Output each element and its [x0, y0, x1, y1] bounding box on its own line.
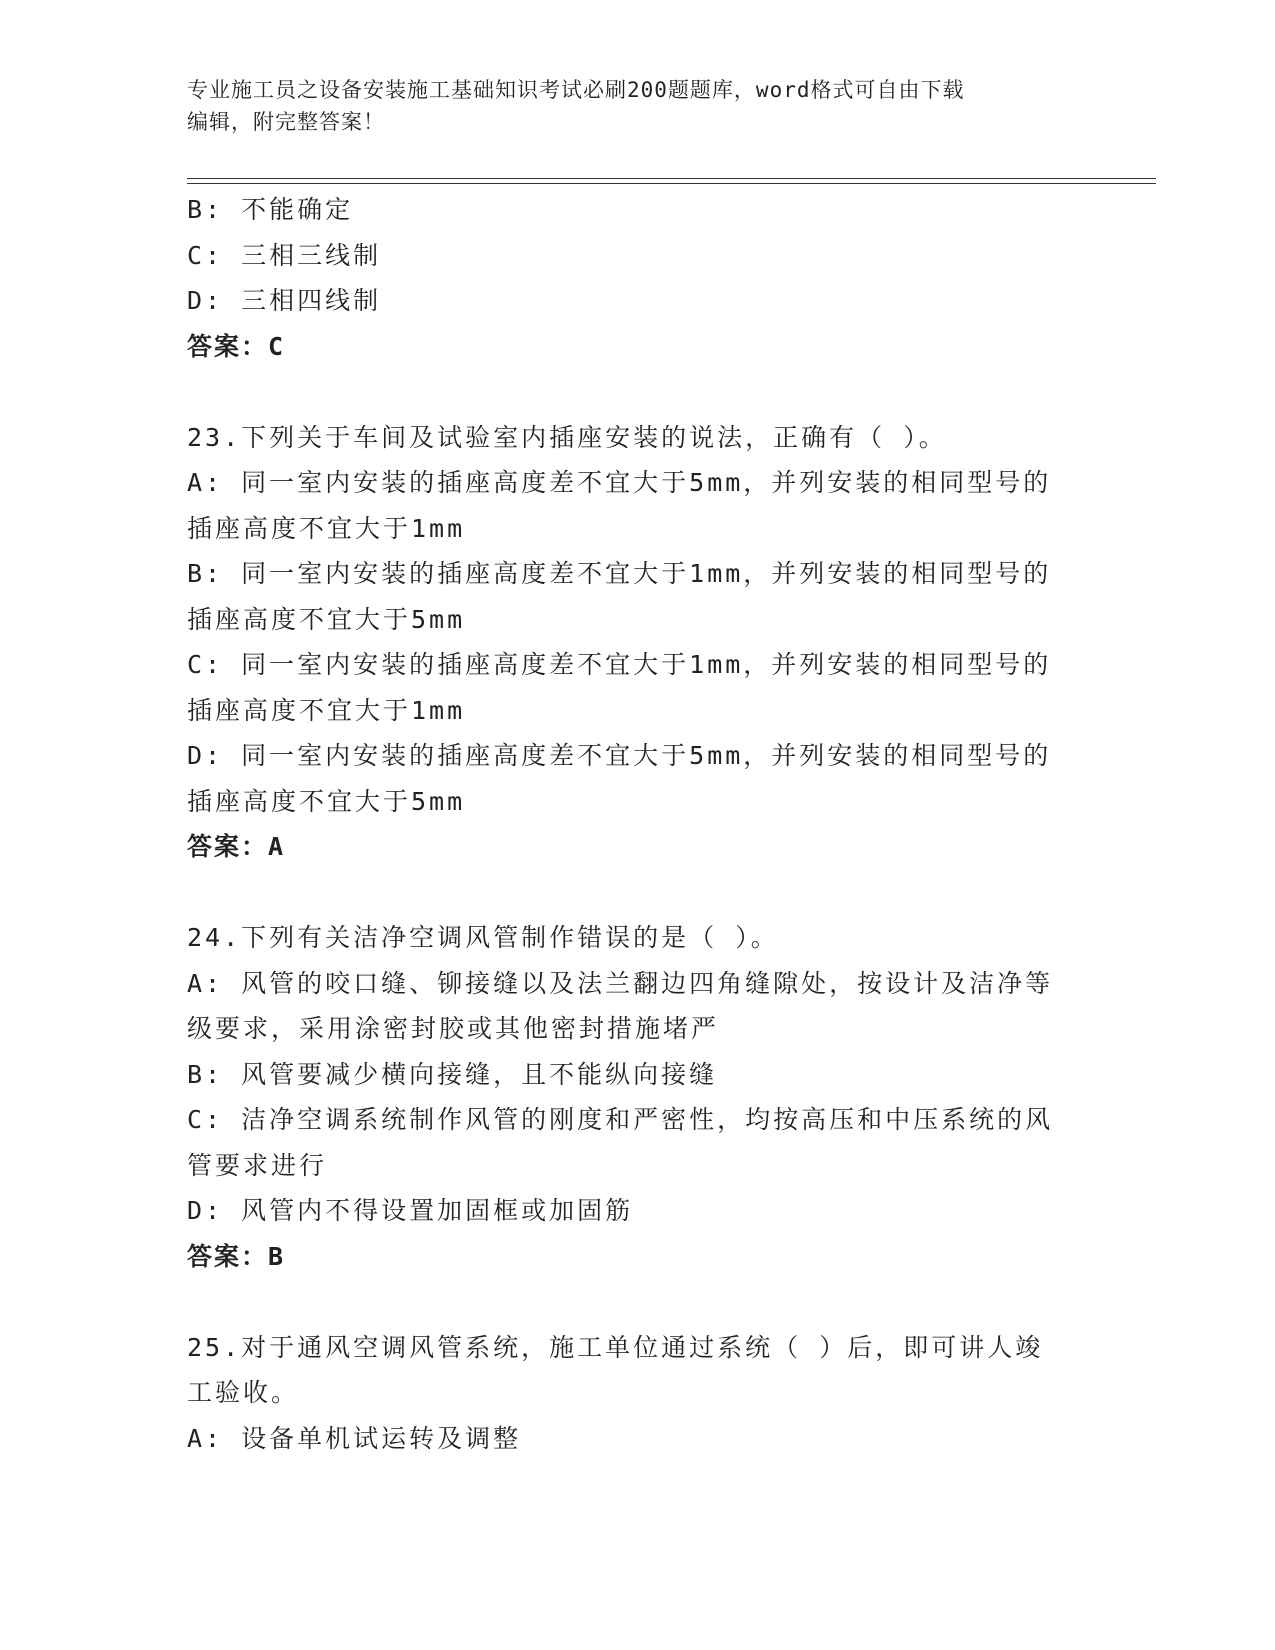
q24-option-b: B: 风管要减少横向接缝，且不能纵向接缝: [187, 1059, 718, 1089]
q22-option-d: D: 三相四线制: [187, 286, 382, 315]
q24-answer: 答案：B: [187, 1241, 286, 1271]
q25-question-line1: 25.对于通风空调风管系统，施工单位通过系统（ ）后，即可讲人竣: [187, 1332, 1044, 1362]
header-divider-top: [187, 178, 1156, 179]
spacer: [187, 870, 1087, 916]
header-line-1: 专业施工员之设备安装施工基础知识考试必刷200题题库，word格式可自由下载: [187, 78, 965, 102]
q23-option-a-line2: 插座高度不宜大于1mm: [187, 513, 466, 543]
q23-option-c-line2: 插座高度不宜大于1mm: [187, 695, 466, 725]
header-divider-bottom: [187, 183, 1156, 184]
q23-answer: 答案：A: [187, 832, 286, 861]
q22-answer: 答案：C: [187, 331, 286, 361]
q22-option-b: B: 不能确定: [187, 195, 354, 224]
q24-option-a-line1: A: 风管的咬口缝、铆接缝以及法兰翻边四角缝隙处，按设计及洁净等: [187, 968, 1054, 998]
q23-option-a-line1: A: 同一室内安装的插座高度差不宜大于5mm，并列安装的相同型号的: [187, 468, 1052, 497]
q23-option-d-line1: D: 同一室内安装的插座高度差不宜大于5mm，并列安装的相同型号的: [187, 741, 1052, 770]
q24-option-d: D: 风管内不得设置加固框或加固筋: [187, 1196, 634, 1225]
q25-question-line2: 工验收。: [187, 1378, 300, 1407]
spacer: [187, 369, 1087, 415]
q22-option-c: C: 三相三线制: [187, 240, 382, 270]
q23-option-c-line1: C: 同一室内安装的插座高度差不宜大于1mm，并列安装的相同型号的: [187, 650, 1052, 679]
q25-option-a: A: 设备单机试运转及调整: [187, 1423, 522, 1453]
spacer: [187, 1279, 1087, 1325]
q23-question: 23.下列关于车间及试验室内插座安装的说法，正确有（ ）。: [187, 422, 947, 452]
document-header: [187, 74, 1087, 138]
q23-option-b-line1: B: 同一室内安装的插座高度差不宜大于1mm，并列安装的相同型号的: [187, 559, 1052, 588]
q24-option-a-line2: 级要求，采用涂密封胶或其他密封措施堵严: [187, 1014, 720, 1043]
question-content: [187, 187, 1087, 1461]
q23-option-b-line2: 插座高度不宜大于5mm: [187, 604, 466, 634]
q24-question: 24.下列有关洁净空调风管制作错误的是（ ）。: [187, 923, 779, 952]
q24-option-c-line1: C: 洁净空调系统制作风管的刚度和严密性，均按高压和中压系统的风: [187, 1105, 1054, 1134]
q24-option-c-line2: 管要求进行: [187, 1150, 328, 1180]
q23-option-d-line2: 插座高度不宜大于5mm: [187, 786, 466, 816]
header-line-2: 编辑，附完整答案！: [187, 110, 385, 134]
